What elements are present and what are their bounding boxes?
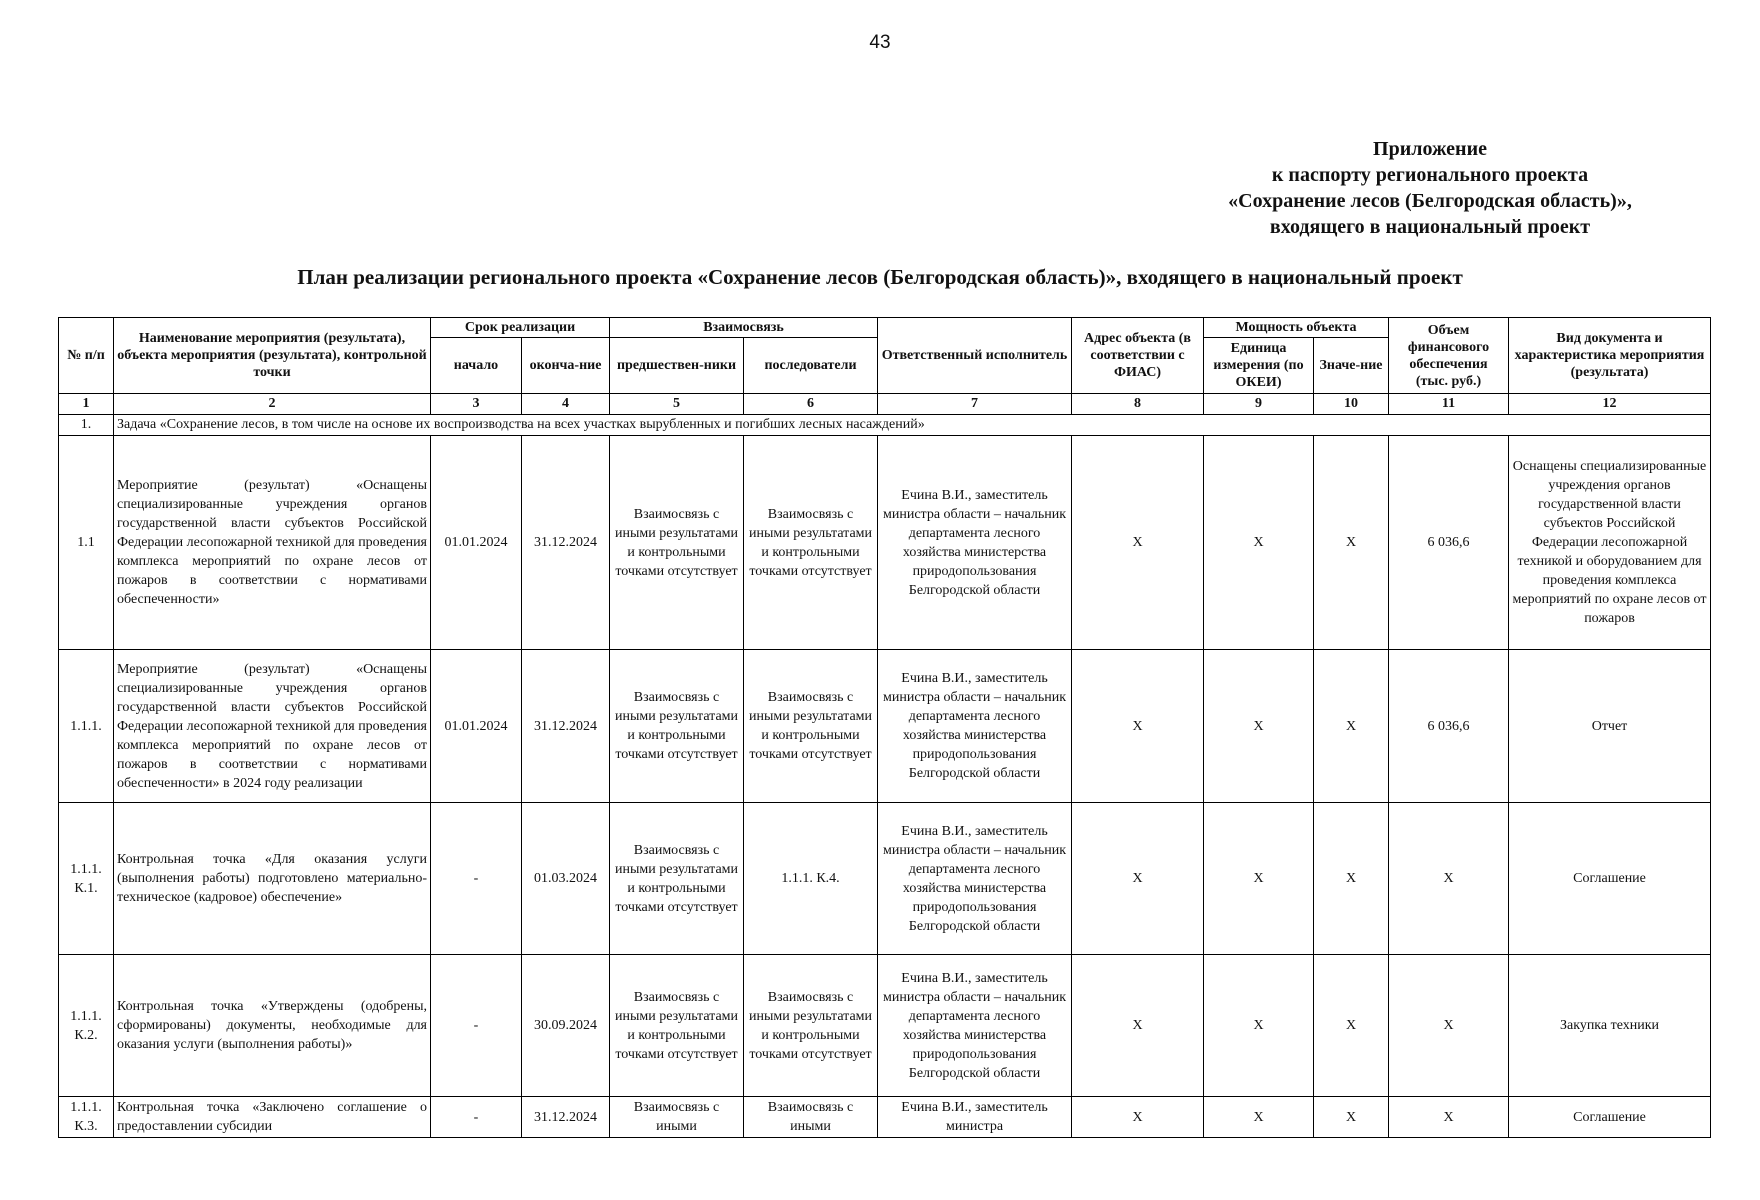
task-text: Задача «Сохранение лесов, в том числе на основе их воспроизводства на всех участках вырубленных и погибших лесных насаждений» bbox=[114, 415, 1711, 436]
row-end: 01.03.2024 bbox=[522, 803, 610, 955]
row-number: 1.1 bbox=[59, 436, 114, 650]
header-funding: Объем финансового обеспечения (тыс. руб.) bbox=[1389, 318, 1509, 394]
row-successors: Взаимосвязь с иными результатами и контрольными точками отсутствует bbox=[744, 436, 878, 650]
header-relation: Взаимосвязь bbox=[610, 318, 878, 338]
header-capacity: Мощность объекта bbox=[1204, 318, 1389, 338]
row-unit: X bbox=[1204, 436, 1314, 650]
task-number: 1. bbox=[59, 415, 114, 436]
header-value: Значе-ние bbox=[1314, 338, 1389, 394]
column-number: 12 bbox=[1509, 394, 1711, 415]
header-start: начало bbox=[431, 338, 522, 394]
row-name: Контрольная точка «Для оказания услуги (выполнения работы) подготовлено материально-техническое (кадровое) обеспечение» bbox=[114, 803, 431, 955]
table-row bbox=[59, 436, 1711, 650]
column-number-row bbox=[59, 394, 1711, 415]
column-number: 4 bbox=[522, 394, 610, 415]
page-number: 43 bbox=[869, 32, 891, 53]
table-row bbox=[59, 650, 1711, 803]
header-address: Адрес объекта (в соответствии с ФИАС) bbox=[1072, 318, 1204, 394]
header-predecessors: предшествен-ники bbox=[610, 338, 744, 394]
column-number: 10 bbox=[1314, 394, 1389, 415]
row-number: 1.1.1. К.1. bbox=[59, 803, 114, 955]
row-funding: X bbox=[1389, 955, 1509, 1097]
row-start: 01.01.2024 bbox=[431, 436, 522, 650]
column-number: 11 bbox=[1389, 394, 1509, 415]
row-end: 31.12.2024 bbox=[522, 1097, 610, 1138]
appendix-line: к паспорту регионального проекта bbox=[1271, 164, 1589, 186]
row-start: 01.01.2024 bbox=[431, 650, 522, 803]
row-value: X bbox=[1314, 650, 1389, 803]
row-value: X bbox=[1314, 1097, 1389, 1138]
row-value: X bbox=[1314, 955, 1389, 1097]
row-predecessors: Взаимосвязь с иными результатами и контрольными точками отсутствует bbox=[610, 955, 744, 1097]
row-predecessors: Взаимосвязь с иными результатами и контрольными точками отсутствует bbox=[610, 650, 744, 803]
row-address: X bbox=[1072, 955, 1204, 1097]
row-responsible: Ечина В.И., заместитель министра области – начальник департамента лесного хозяйства министерства природопользования Белгородской области bbox=[878, 436, 1072, 650]
row-address: X bbox=[1072, 436, 1204, 650]
header-doc-type: Вид документа и характеристика мероприятия (результата) bbox=[1509, 318, 1711, 394]
table-row bbox=[59, 803, 1711, 955]
row-end: 31.12.2024 bbox=[522, 436, 610, 650]
column-number: 1 bbox=[59, 394, 114, 415]
table-row bbox=[59, 955, 1711, 1097]
row-name: Контрольная точка «Утверждены (одобрены, сформированы) документы, необходимые для оказания услуги (выполнения работы)» bbox=[114, 955, 431, 1097]
row-unit: X bbox=[1204, 1097, 1314, 1138]
row-responsible: Ечина В.И., заместитель министра bbox=[878, 1097, 1072, 1138]
header-unit: Единица измерения (по ОКЕИ) bbox=[1204, 338, 1314, 394]
header-successors: последователи bbox=[744, 338, 878, 394]
header-num: № п/п bbox=[59, 318, 114, 394]
row-start: - bbox=[431, 1097, 522, 1138]
row-number: 1.1.1. К.3. bbox=[59, 1097, 114, 1138]
row-funding: 6 036,6 bbox=[1389, 436, 1509, 650]
column-number: 7 bbox=[878, 394, 1072, 415]
row-predecessors: Взаимосвязь с иными результатами и контрольными точками отсутствует bbox=[610, 436, 744, 650]
row-unit: X bbox=[1204, 803, 1314, 955]
plan-title: План реализации регионального проекта «Сохранение лесов (Белгородская область)», входящего в национальный проект bbox=[297, 265, 1463, 289]
row-responsible: Ечина В.И., заместитель министра области – начальник департамента лесного хозяйства министерства природопользования Белгородской области bbox=[878, 955, 1072, 1097]
row-unit: X bbox=[1204, 650, 1314, 803]
row-number: 1.1.1. К.2. bbox=[59, 955, 114, 1097]
row-unit: X bbox=[1204, 955, 1314, 1097]
appendix-line: «Сохранение лесов (Белгородская область)», bbox=[1228, 190, 1632, 212]
row-successors: 1.1.1. К.4. bbox=[744, 803, 878, 955]
row-value: X bbox=[1314, 803, 1389, 955]
task-row bbox=[59, 415, 1711, 436]
row-successors: Взаимосвязь с иными bbox=[744, 1097, 878, 1138]
row-name: Контрольная точка «Заключено соглашение о предоставлении субсидии bbox=[114, 1097, 431, 1138]
row-address: X bbox=[1072, 1097, 1204, 1138]
header-end: оконча-ние bbox=[522, 338, 610, 394]
row-funding: X bbox=[1389, 803, 1509, 955]
column-number: 5 bbox=[610, 394, 744, 415]
header-period: Срок реализации bbox=[431, 318, 610, 338]
plan-table bbox=[58, 317, 1711, 1138]
appendix-line: Приложение bbox=[1373, 138, 1487, 160]
header-row bbox=[59, 318, 1711, 338]
row-doc: Закупка техники bbox=[1509, 955, 1711, 1097]
row-address: X bbox=[1072, 803, 1204, 955]
appendix-line: входящего в национальный проект bbox=[1269, 216, 1591, 238]
row-successors: Взаимосвязь с иными результатами и контрольными точками отсутствует bbox=[744, 650, 878, 803]
row-doc: Соглашение bbox=[1509, 803, 1711, 955]
column-number: 2 bbox=[114, 394, 431, 415]
row-doc: Соглашение bbox=[1509, 1097, 1711, 1138]
column-number: 6 bbox=[744, 394, 878, 415]
row-doc: Отчет bbox=[1509, 650, 1711, 803]
row-predecessors: Взаимосвязь с иными результатами и контрольными точками отсутствует bbox=[610, 803, 744, 955]
row-funding: 6 036,6 bbox=[1389, 650, 1509, 803]
row-number: 1.1.1. bbox=[59, 650, 114, 803]
row-end: 30.09.2024 bbox=[522, 955, 610, 1097]
appendix-heading bbox=[1150, 136, 1710, 240]
row-predecessors: Взаимосвязь с иными bbox=[610, 1097, 744, 1138]
header-name: Наименование мероприятия (результата), объекта мероприятия (результата), контрольной точки bbox=[114, 318, 431, 394]
row-successors: Взаимосвязь с иными результатами и контрольными точками отсутствует bbox=[744, 955, 878, 1097]
row-start: - bbox=[431, 803, 522, 955]
row-start: - bbox=[431, 955, 522, 1097]
column-number: 8 bbox=[1072, 394, 1204, 415]
row-end: 31.12.2024 bbox=[522, 650, 610, 803]
row-responsible: Ечина В.И., заместитель министра области – начальник департамента лесного хозяйства министерства природопользования Белгородской области bbox=[878, 650, 1072, 803]
row-name: Мероприятие (результат) «Оснащены специализированные учреждения органов государственной власти субъектов Российской Федерации лесопожарной техникой для проведения комплекса мероприятий по охране лесов от пожаров в соответствии с нормативами обеспеченности» в 2024 году реализации bbox=[114, 650, 431, 803]
column-number: 3 bbox=[431, 394, 522, 415]
row-doc: Оснащены специализированные учреждения органов государственной власти субъектов Российской Федерации лесопожарной техникой и оборудованием для проведения комплекса мероприятий по охране лесов от пожаров bbox=[1509, 436, 1711, 650]
row-name: Мероприятие (результат) «Оснащены специализированные учреждения органов государственной власти субъектов Российской Федерации лесопожарной техникой для проведения комплекса мероприятий по охране лесов от пожаров в соответствии с нормативами обеспеченности» bbox=[114, 436, 431, 650]
row-responsible: Ечина В.И., заместитель министра области – начальник департамента лесного хозяйства министерства природопользования Белгородской области bbox=[878, 803, 1072, 955]
column-number: 9 bbox=[1204, 394, 1314, 415]
row-funding: X bbox=[1389, 1097, 1509, 1138]
table-row bbox=[59, 1097, 1711, 1138]
row-address: X bbox=[1072, 650, 1204, 803]
header-responsible: Ответственный исполнитель bbox=[878, 318, 1072, 394]
row-value: X bbox=[1314, 436, 1389, 650]
